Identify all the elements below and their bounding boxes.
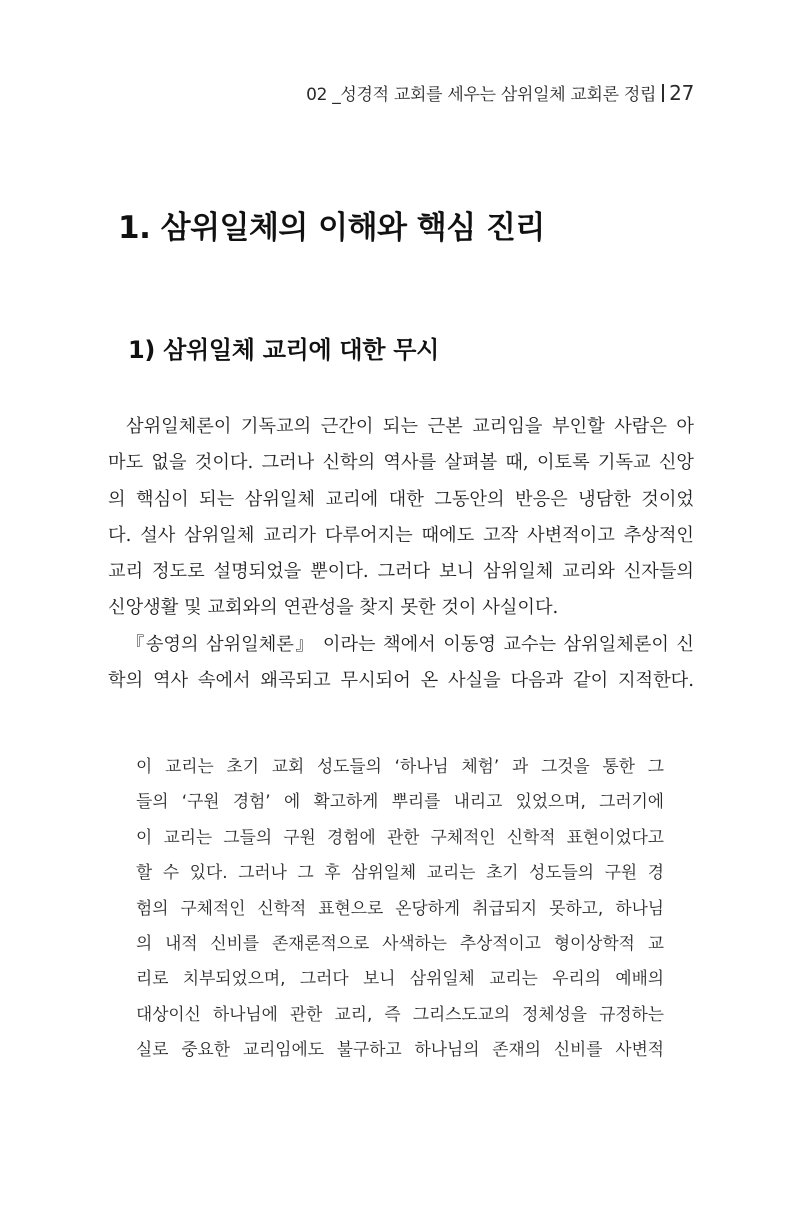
quote-line: 할 수 있다. 그러나 그 후 삼위일체 교리는 초기 성도들의 구원 경: [136, 862, 664, 883]
body-line: 삼위일체론이 기독교의 근간이 되는 근본 교리임을 부인할 사람은 아: [126, 416, 694, 437]
body-line: 다. 설사 삼위일체 교리가 다루어지는 때에도 고작 사변적이고 추상적인: [108, 524, 694, 546]
quote-line: 실로 중요한 교리임에도 불구하고 하나님의 존재의 신비를 사변적: [136, 1039, 664, 1060]
section-title: 1) 삼위일체 교리에 대한 무시: [128, 336, 440, 364]
quote-line: 대상이신 하나님에 관한 교리, 즉 그리스도교의 정체성을 규정하는: [136, 1003, 664, 1024]
quote-line: 험의 구체적인 신학적 표현으로 온당하게 취급되지 못하고, 하나님: [136, 897, 664, 918]
body-line: 신앙생활 및 교회와의 연관성을 찾지 못한 것이 사실이다.: [108, 597, 559, 619]
header-divider: [662, 84, 664, 102]
quote-line: 리로 치부되었으며, 그러다 보니 삼위일체 교리는 우리의 예배의: [136, 968, 664, 989]
body-paragraph-2: [108, 627, 694, 700]
quote-line: 의 내적 신비를 존재론적으로 사색하는 추상적이고 형이상학적 교: [136, 932, 664, 953]
running-header: [306, 80, 694, 105]
block-quote: [136, 749, 664, 1068]
quote-line: 이 교리는 초기 교회 성도들의 ‘하나님 체험’ 과 그것을 통한 그: [136, 756, 664, 776]
body-line: 마도 없을 것이다. 그러나 신학의 역사를 살펴볼 때, 이토록 기독교 신앙: [108, 452, 694, 474]
body-line: 의 핵심이 되는 삼위일체 교리에 대한 그동안의 반응은 냉담한 것이었: [108, 488, 694, 510]
body-line: 『송영의 삼위일체론』 이라는 책에서 이동영 교수는 삼위일체론이 신: [126, 634, 694, 655]
page-number: 27: [669, 80, 694, 105]
body-paragraph-1: [108, 409, 694, 627]
chapter-title: 1. 삼위일체의 이해와 핵심 진리: [118, 210, 545, 246]
quote-line: 이 교리는 그들의 구원 경험에 관한 구체적인 신학적 표현이었다고: [136, 826, 664, 847]
quote-line: 들의 ‘구원 경험’ 에 확고하게 뿌리를 내리고 있었으며, 그러기에: [136, 791, 664, 812]
body-line: 학의 역사 속에서 왜곡되고 무시되어 온 사실을 다음과 같이 지적한다.: [108, 670, 694, 692]
body-line: 교리 정도로 설명되었을 뿐이다. 그러다 보니 삼위일체 교리와 신자들의: [108, 561, 694, 583]
running-title: 02 _성경적 교회를 세우는 삼위일체 교회론 정립: [306, 85, 657, 105]
